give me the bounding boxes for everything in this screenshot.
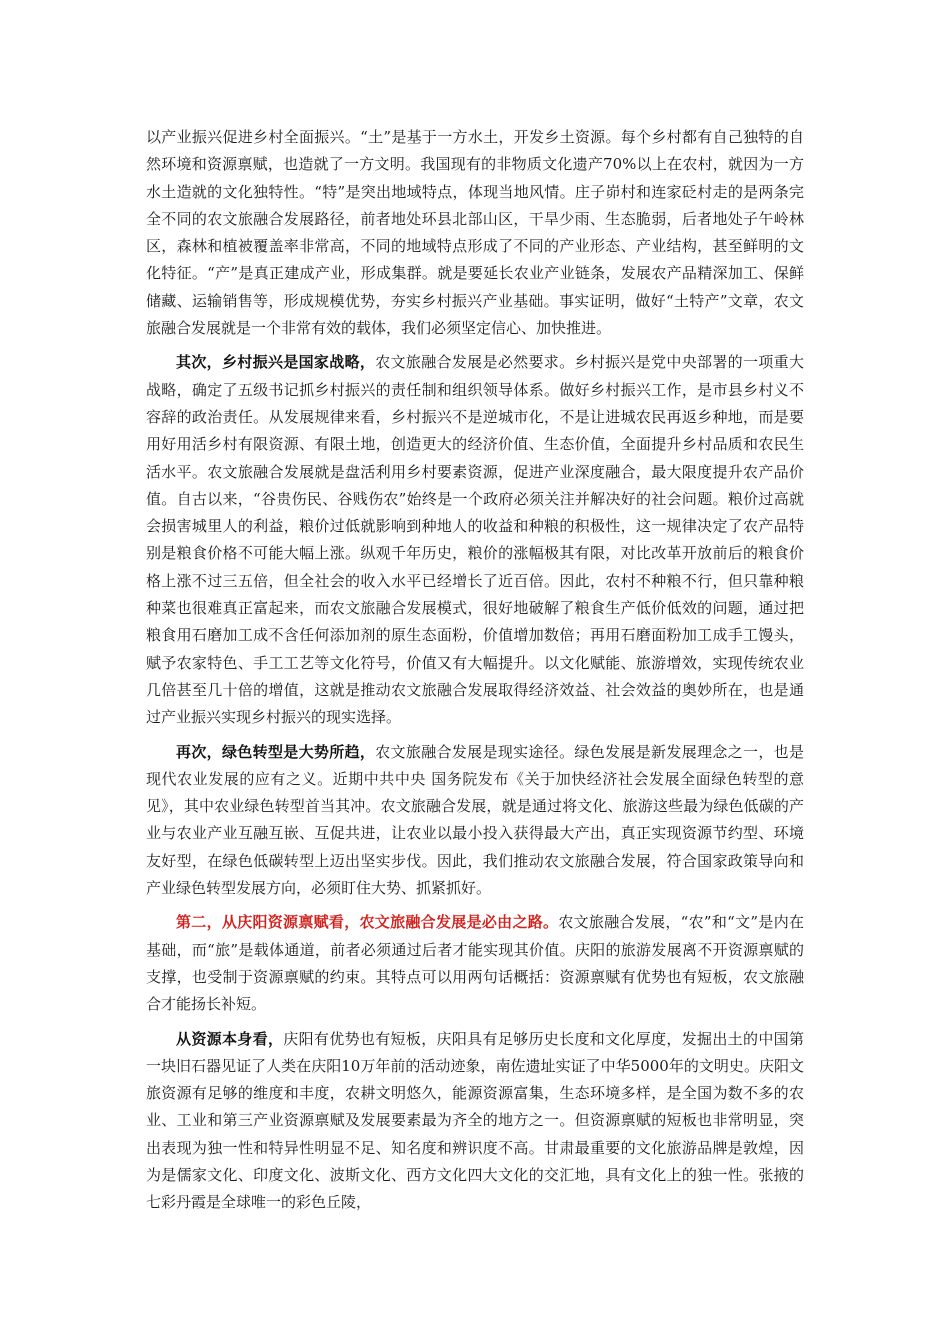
document-page — [146, 124, 804, 1224]
paragraph-text: 以产业振兴促进乡村全面振兴。“土”是基于一方水土，开发乡土资源。每个乡村都有自己独特的自然环境和资源禀赋，也造就了一方文明。我国现有的非物质文化遗产70%以上在农村，就因为一方水土造就的文化独特性。“特”是突出地域特点，体现当地风情。庄子峁村和连家砭村走的是两条完全不同的农文旅融合发展路径，前者地处环县北部山区，干旱少雨、生态脆弱，后者地处子午岭林区，森林和植被覆盖率非常高，不同的地域特点形成了不同的产业形态、产业结构，甚至鲜明的文化特征。“产”是真正建成产业，形成集群。就是要延长农业产业链条，发展农产品精深加工、保鲜储藏、运输销售等，形成规模优势，夯实乡村振兴产业基础。事实证明，做好“土特产”文章，农文旅融合发展就是一个非常有效的载体，我们必须坚定信心、加快推进。 — [146, 128, 804, 338]
paragraph-resources — [146, 1026, 804, 1217]
paragraph-lead-heading: 从资源本身看， — [176, 1029, 284, 1048]
paragraph-section-two — [146, 909, 804, 1018]
paragraph-green-transition — [146, 739, 804, 903]
paragraph-rural-revitalization — [146, 349, 804, 731]
paragraph-text: 庆阳有优势也有短板，庆阳具有足够历史长度和文化厚度，发掘出土的中国第一块旧石器见证了人类在庆阳10万年前的活动迹象，南佐遗址实证了中华5000年的文明史。庆阳文旅资源有足够的维度和丰度，农耕文明悠久，能源资源富集，生态环境多样，是全国为数不多的农业、工业和第三产业资源禀赋及发展要素最为齐全的地方之一。但资源禀赋的短板也非常明显，突出表现为独一性和特异性明显不足、知名度和辨识度不高。甘肃最重要的文化旅游品牌是敦煌，因为是儒家文化、印度文化、波斯文化、西方文化四大文化的交汇地，具有文化上的独一性。张掖的七彩丹霞是全球唯一的彩色丘陵， — [146, 1029, 804, 1212]
paragraph-text: 农文旅融合发展是必然要求。乡村振兴是党中央部署的一项重大战略，确定了五级书记抓乡村振兴的责任制和组织领导体系。做好乡村振兴工作，是市县乡村义不容辞的政治责任。从发展规律来看，乡村振兴不是逆城市化，不是让进城农民再返乡种地，而是要用好用活乡村有限资源、有限土地，创造更大的经济价值、生态价值，全面提升乡村品质和农民生活水平。农文旅融合发展就是盘活利用乡村要素资源，促进产业深度融合，最大限度提升农产品价值。自古以来，“谷贵伤民、谷贱伤农”始终是一个政府必须关注并解决好的社会问题。粮价过高就会损害城里人的利益，粮价过低就影响到种地人的收益和种粮的积极性，这一规律决定了农产品特别是粮食价格不可能大幅上涨。纵观千年历史，粮价的涨幅极其有限，对比改革开放前后的粮食价格上涨不过三五倍，但全社会的收入水平已经增长了近百倍。因此，农村不种粮不行，但只靠种粮种菜也很难真正富起来，而农文旅融合发展模式，很好地破解了粮食生产低价低效的问题，通过把粮食用石磨加工成不含任何添加剂的原生态面粉，价值增加数倍；再用石磨面粉加工成手工馒头，赋予农家特色、手工工艺等文化符号，价值又有大幅提升。以文化赋能、旅游增效，实现传统农业几倍甚至几十倍的增值，这就是推动农文旅融合发展取得经济效益、社会效益的奥妙所在，也是通过产业振兴实现乡村振兴的现实选择。 — [146, 353, 804, 727]
paragraph-text: 农文旅融合发展是现实途径。绿色发展是新发展理念之一，也是现代农业发展的应有之义。近期中共中央 国务院发布《关于加快经济社会发展全面绿色转型的意见》，其中农业绿色转型首当其冲。农文旅融合发展，就是通过将文化、旅游这些最为绿色低碳的产业与农业产业互融互嵌、互促共进，让农业以最小投入获得最大产出，真正实现资源节约型、环境友好型，在绿色低碳转型上迈出坚实步伐。因此，我们推动农文旅融合发展，符合国家政策导向和产业绿色转型发展方向，必须盯住大势、抓紧抓好。 — [146, 742, 804, 898]
paragraph-lead-heading: 其次，乡村振兴是国家战略， — [176, 353, 376, 372]
paragraph-text: 农文旅融合发展，“农”和“文”是内在基础，而“旅”是载体通道，前者必须通过后者才能实现其价值。庆阳的旅游发展离不开资源禀赋的支撑，也受制于资源禀赋的约束。其特点可以用两句话概括：资源禀赋有优势也有短板，农文旅融合才能扬长补短。 — [146, 913, 804, 1014]
paragraph-continuation — [146, 124, 804, 342]
section-heading-red: 第二，从庆阳资源禀赋看，农文旅融合发展是必由之路。 — [176, 913, 559, 932]
paragraph-lead-heading: 再次，绿色转型是大势所趋， — [176, 742, 376, 761]
